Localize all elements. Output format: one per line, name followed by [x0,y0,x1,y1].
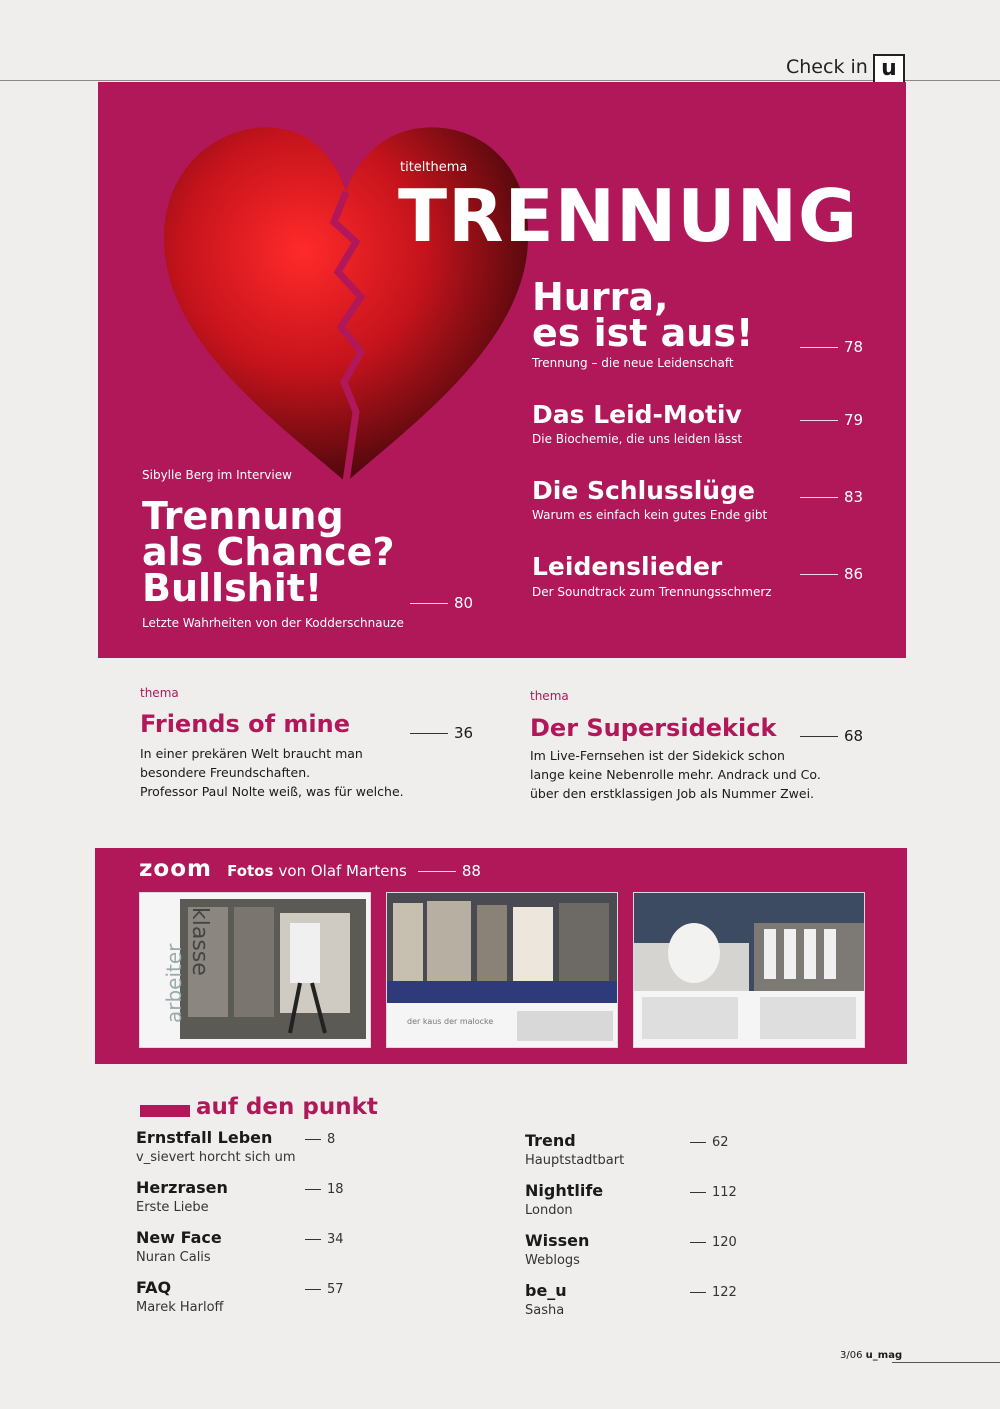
punkt-item-title: Trend [525,1131,576,1150]
punkt-item-title: FAQ [136,1278,172,1297]
punkt-item-sub: Erste Liebe [136,1200,209,1215]
punkt-item-page: 18 [305,1182,344,1197]
punkt-item-page: 122 [690,1285,737,1300]
punkt-item-page: 112 [690,1185,737,1200]
story-page: 79 [800,411,863,429]
zoom-thumbnail-2[interactable] [386,892,618,1048]
hero-kicker: titelthema [400,160,468,175]
story-page: 83 [800,488,863,506]
story-title-leidenslieder: Leidenslieder [532,552,723,581]
punkt-item-title: Herzrasen [136,1178,228,1197]
theme-page: 36 [410,724,473,742]
theme-page: 68 [800,727,863,745]
u-logo: u [873,54,905,88]
interview-title-2: als Chance? [142,530,395,574]
punkt-item-title: Wissen [525,1231,590,1250]
theme-text: Im Live-Fernsehen ist der Sidekick schon lange keine Nebenrolle mehr. Andrack und Co. über den erstklassigen Job als Nummer Zwei. [530,748,821,801]
theme-kicker: thema [530,689,569,703]
punkt-item-sub: Weblogs [525,1253,580,1268]
interview-title-1: Trennung [142,494,344,538]
punkt-item-page: 8 [305,1132,335,1147]
story-page: 86 [800,565,863,583]
punkt-item-sub: London [525,1203,573,1218]
theme-title-supersidekick: Der Supersidekick [530,714,777,742]
story-title-hurra-2: es ist aus! [532,311,754,355]
punkt-title: auf den punkt [196,1094,378,1120]
section-marker [140,1105,190,1117]
story-title-leid-motiv: Das Leid-Motiv [532,400,742,429]
punkt-item-sub: v_sievert horcht sich um [136,1150,296,1165]
story-title-schlusslüge: Die Schlusslüge [532,476,755,505]
zoom-header: zoom Fotos von Olaf Martens 88 [139,856,481,882]
punkt-item-sub: Sasha [525,1303,565,1318]
punkt-item-title: be_u [525,1281,567,1300]
punkt-item-page: 57 [305,1282,344,1297]
punkt-item-page: 120 [690,1235,737,1250]
interview-page: 80 [410,594,473,612]
spread-2-caption: der kaus der malocke [407,1017,494,1026]
interview-subtitle: Letzte Wahrheiten von der Kodderschnauze [142,616,404,630]
story-page: 78 [800,338,863,356]
story-subtitle: Die Biochemie, die uns leiden lässt [532,432,743,446]
story-subtitle: Warum es einfach kein gutes Ende gibt [532,508,768,522]
photo-spread-3 [634,893,864,1047]
punkt-item-title: New Face [136,1228,222,1247]
zoom-thumbnail-3[interactable] [633,892,865,1048]
interview-kicker: Sibylle Berg im Interview [142,468,292,482]
zoom-block [95,848,907,1064]
punkt-item-page: 62 [690,1135,729,1150]
footer-rule [892,1362,1000,1363]
header-rule [0,80,1000,81]
punkt-item-title: Nightlife [525,1181,604,1200]
punkt-item-sub: Hauptstadtbart [525,1153,625,1168]
footer-issue: 3/06 u_mag [840,1350,903,1361]
theme-kicker: thema [140,686,179,700]
story-title-hurra: Hurra, [532,275,669,319]
interview-title-3: Bullshit! [142,566,323,610]
story-subtitle: Der Soundtrack zum Trennungsschmerz [532,585,772,599]
spread-1-heading-2: klasse [187,907,212,976]
punkt-item-title: Ernstfall Leben [136,1128,273,1147]
theme-title-friends: Friends of mine [140,710,350,738]
story-subtitle: Trennung – die neue Leidenschaft [532,356,734,370]
zoom-thumbnail-1[interactable] [139,892,371,1048]
cover-story-block [98,82,906,658]
punkt-item-sub: Marek Harloff [136,1300,224,1315]
punkt-item-page: 34 [305,1232,344,1247]
spread-1-heading: arbeiter [162,943,186,1023]
theme-text: In einer prekären Welt braucht man besondere Freundschaften. Professor Paul Nolte weiß, was für welche. [140,746,404,799]
hero-title: TRENNUNG [398,174,859,258]
section-label: Check in [786,56,868,78]
punkt-item-sub: Nuran Calis [136,1250,211,1265]
